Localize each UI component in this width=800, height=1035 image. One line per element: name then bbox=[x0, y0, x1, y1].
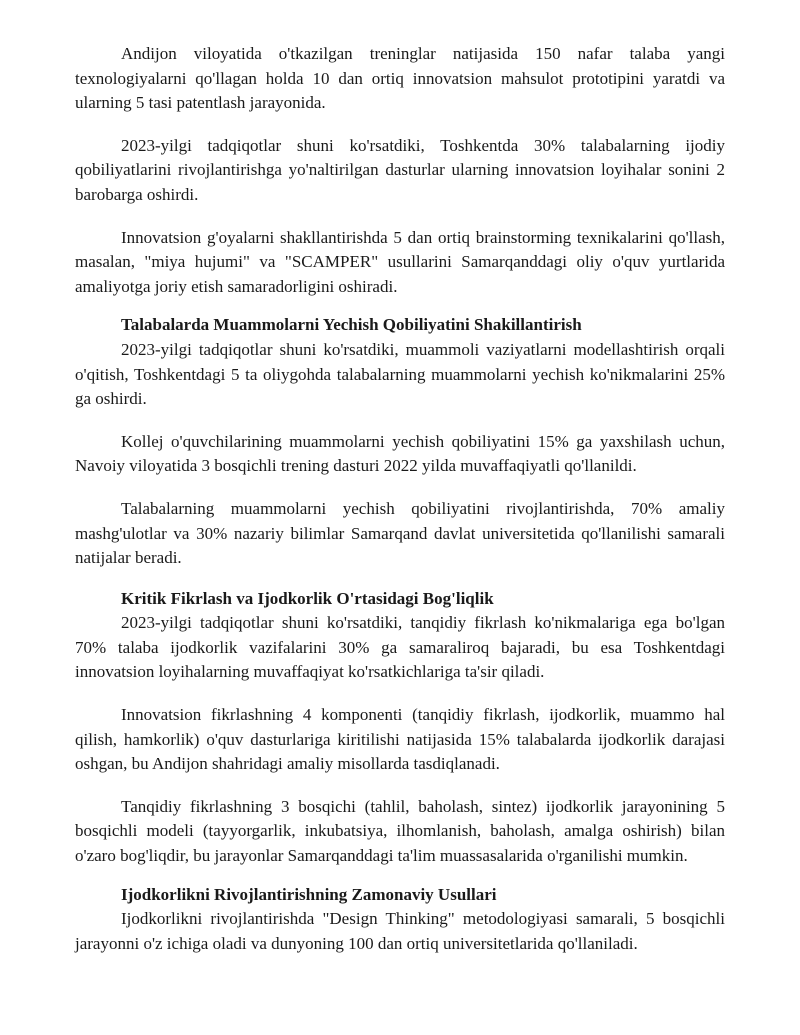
section-heading: Kritik Fikrlash va Ijodkorlik O'rtasidagi Bog'liqlik bbox=[121, 588, 494, 608]
section-paragraph: Ijodkorlikni rivojlantirishda "Design Thinking" metodologiyasi samarali, 5 bosqichli jarayonni o'z ichiga oladi va dunyoning 100 dan ortiq universitetlarida qo'llaniladi. bbox=[75, 909, 725, 953]
section-paragraph: 2023-yilgi tadqiqotlar shuni ko'rsatdiki, tanqidiy fikrlash ko'nikmalariga ega bo'lgan 70% talaba ijodkorlik vazifalarini 30% ga samaraliroq bajaradi, bu esa Toshkentdagi innovatsion loyihalarning muvaffaqiyat ko'rsatkichlariga ta'sir qiladi. bbox=[75, 613, 725, 682]
section-modern-methods bbox=[75, 883, 725, 957]
document-page bbox=[75, 42, 725, 956]
section-heading: Ijodkorlikni Rivojlantirishning Zamonaviy Usullari bbox=[121, 884, 497, 904]
section-critical-thinking bbox=[75, 587, 725, 869]
intro-paragraph-3: Innovatsion g'oyalarni shakllantirishda 5 dan ortiq brainstorming texnikalarini qo'llash, masalan, "miya hujumi" va "SCAMPER" usullarini Samarqanddagi oliy o'quv yurtlarida amaliyotga joriy etish samaradorligini oshiradi. bbox=[75, 227, 725, 296]
section-paragraph: Innovatsion fikrlashning 4 komponenti (tanqidiy fikrlash, ijodkorlik, muammo hal qilish, hamkorlik) o'quv dasturlariga kiritilishi natijasida 15% talabalarda ijodkorlik darajasi oshgan, bu Andijon shahridagi amaliy misollarda tasdiqlanadi. bbox=[75, 705, 725, 774]
section-problem-solving bbox=[75, 313, 725, 570]
section-paragraph: 2023-yilgi tadqiqotlar shuni ko'rsatdiki, muammoli vaziyatlarni modellashtirish orqali o'qitish, Toshkentdagi 5 ta oliygohda talabalarning muammolarni yechish ko'nikmalarini 25% ga oshirdi. bbox=[75, 339, 725, 409]
section-paragraph: Kollej o'quvchilarining muammolarni yechish qobiliyatini 15% ga yaxshilash uchun, Navoiy viloyatida 3 bosqichli trening dasturi 2022 yilda muvaffaqiyatli qo'llanildi. bbox=[75, 431, 725, 476]
section-heading: Talabalarda Muammolarni Yechish Qobiliyatini Shakillantirish bbox=[121, 315, 582, 335]
section-paragraph: Talabalarning muammolarni yechish qobiliyatini rivojlantirishda, 70% amaliy mashg'ulotlar va 30% nazariy bilimlar Samarqand davlat universitetida qo'llanilishi samarali natijalar beradi. bbox=[75, 498, 725, 568]
intro-paragraph-1: Andijon viloyatida o'tkazilgan treninglar natijasida 150 nafar talaba yangi texnologiyalarni qo'llagan holda 10 dan ortiq innovatsion mahsulot prototipini yaratdi va ularning 5 tasi patentlash jarayonida. bbox=[75, 44, 725, 113]
intro-paragraph-2: 2023-yilgi tadqiqotlar shuni ko'rsatdiki, Toshkentda 30% talabalarning ijodiy qobiliyatlarini rivojlantirishga yo'naltirilgan dasturlar ularning innovatsion loyihalar sonini 2 barobarga oshirdi. bbox=[75, 135, 725, 204]
section-paragraph: Tanqidiy fikrlashning 3 bosqichi (tahlil, baholash, sintez) ijodkorlik jarayonining 5 bosqichli modeli (tayyorgarlik, inkubatsiya, ilhomlanish, baholash, amalga oshirish) bilan o'zaro bog'liqdir, bu jarayonlar Samarqanddagi ta'lim muassasalarida o'rganilishi mumkin. bbox=[75, 796, 725, 866]
